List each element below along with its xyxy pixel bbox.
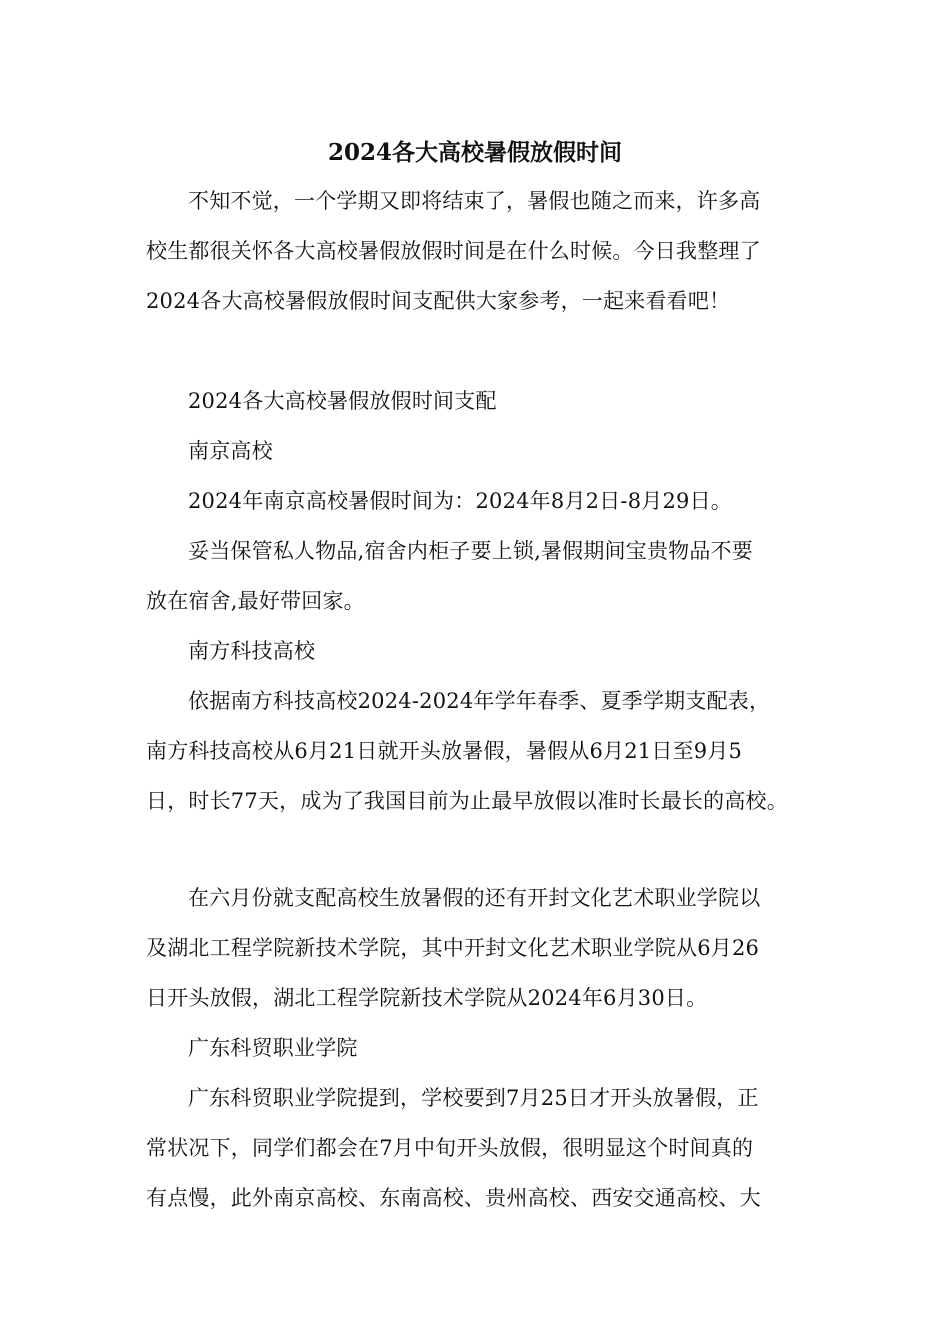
section-heading: 南京高校 [188, 439, 273, 463]
paragraph-line: 广东科贸职业学院提到，学校要到7月25日才开头放暑假，正 [188, 1086, 759, 1110]
paragraph-line: 日，时长77天，成为了我国目前为止最早放假以准时长最长的高校。 [146, 789, 788, 813]
paragraph-line: 南方科技高校从6月21日就开头放暑假，暑假从6月21日至9月5 [146, 739, 743, 763]
paragraph-line: 有点慢，此外南京高校、东南高校、贵州高校、西安交通高校、大 [146, 1186, 761, 1210]
paragraph-line: 2024年南京高校暑假时间为：2024年8月2日-8月29日。 [188, 489, 732, 513]
section-heading: 南方科技高校 [188, 639, 316, 663]
paragraph-line: 不知不觉，一个学期又即将结束了，暑假也随之而来，许多高 [188, 189, 761, 213]
paragraph-line: 及湖北工程学院新技术学院，其中开封文化艺术职业学院从6月26 [146, 936, 760, 960]
paragraph-line: 校生都很关怀各大高校暑假放假时间是在什么时候。今日我整理了 [146, 239, 761, 263]
paragraph-line: 妥当保管私人物品,宿舍内柜子要上锁,暑假期间宝贵物品不要 [188, 539, 753, 563]
document-title: 2024各大高校暑假放假时间 [327, 139, 622, 166]
paragraph-line: 依据南方科技高校2024-2024年学年春季、夏季学期支配表， [188, 689, 771, 713]
paragraph-line: 常状况下，同学们都会在7月中旬开头放假，很明显这个时间真的 [146, 1136, 754, 1160]
paragraph-line: 放在宿舍,最好带回家。 [146, 589, 365, 613]
section-heading: 广东科贸职业学院 [188, 1036, 358, 1060]
paragraph-line: 日开头放假，湖北工程学院新技术学院从2024年6月30日。 [146, 986, 708, 1010]
paragraph-line: 在六月份就支配高校生放暑假的还有开封文化艺术职业学院以 [188, 886, 761, 910]
section-heading: 2024各大高校暑假放假时间支配 [188, 389, 497, 413]
paragraph-line: 2024各大高校暑假放假时间支配供大家参考，一起来看看吧！ [146, 289, 731, 313]
